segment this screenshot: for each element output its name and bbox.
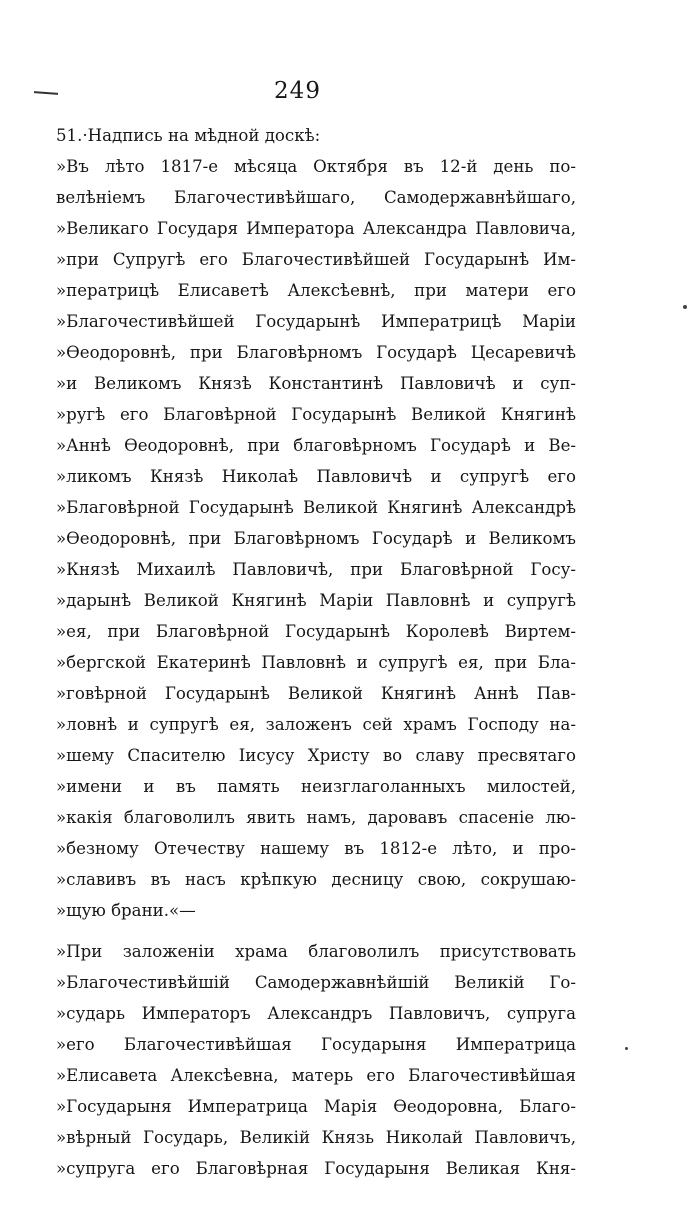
- text-line: »имени и въ память неизглаголанныхъ милостей,: [56, 777, 576, 796]
- text-line: »безному Отечеству нашему въ 1812-е лѣто, и про-: [56, 839, 576, 858]
- text-line: »ликомъ Князѣ Николаѣ Павловичѣ и супругѣ его: [56, 467, 576, 486]
- text-line: »при Супругѣ его Благочестивѣйшей Государынѣ Им-: [56, 250, 576, 269]
- text-line: »Благовѣрной Государынѣ Великой Княгинѣ Александрѣ: [56, 498, 576, 517]
- text-line: »ея, при Благовѣрной Государынѣ Королевѣ Виртем-: [56, 622, 576, 641]
- text-line: »бергской Екатеринѣ Павловнѣ и супругѣ ея, при Бла-: [56, 653, 576, 672]
- text-line: »Аннѣ Ѳеодоровнѣ, при благовѣрномъ Государѣ и Ве-: [56, 436, 576, 455]
- text-body: [56, 120, 576, 1184]
- text-line: »Великаго Государя Императора Александра Павловича,: [56, 219, 576, 238]
- text-line: »При заложеніи храма благоволилъ присутствовать: [56, 942, 576, 961]
- paper-speck: [625, 1047, 628, 1050]
- text-line: »ловнѣ и супругѣ ея, заложенъ сей храмъ Господу на-: [56, 715, 576, 734]
- text-line: »Князѣ Михаилѣ Павловичѣ, при Благовѣрной Госу-: [56, 560, 576, 579]
- text-line: »шему Спасителю Іисусу Христу во славу пресвятаго: [56, 746, 576, 765]
- text-line: »дарынѣ Великой Княгинѣ Маріи Павловнѣ и супругѣ: [56, 591, 576, 610]
- text-line: »супруга его Благовѣрная Государыня Великая Кня-: [56, 1159, 576, 1178]
- page-number: 249: [274, 78, 321, 104]
- text-line: »щую брани.«—: [56, 901, 196, 920]
- text-line: »сударь Императоръ Александръ Павловичъ, супруга: [56, 1004, 576, 1023]
- text-line: »ператрицѣ Елисаветѣ Алексѣевнѣ, при матери его: [56, 281, 576, 300]
- paragraph-inscription: [56, 120, 576, 926]
- text-line: »говѣрной Государынѣ Великой Княгинѣ Аннѣ Пав-: [56, 684, 576, 703]
- text-line: »Елисавета Алексѣевна, матерь его Благочестивѣйшая: [56, 1066, 576, 1085]
- text-line: »Благочестивѣйшій Самодержавнѣйшій Великій Го-: [56, 973, 576, 992]
- text-line: »Ѳеодоровнѣ, при Благовѣрномъ Государѣ и Великомъ: [56, 529, 576, 548]
- text-line: »Въ лѣто 1817-е мѣсяца Октября въ 12-й день по-: [56, 157, 576, 176]
- paragraph-ceremony: [56, 936, 576, 1184]
- text-line: »и Великомъ Князѣ Константинѣ Павловичѣ и суп-: [56, 374, 576, 393]
- text-line: велѣніемъ Благочестивѣйшаго, Самодержавнѣйшаго,: [56, 188, 576, 207]
- text-line: »Ѳеодоровнѣ, при Благовѣрномъ Государѣ Цесаревичѣ: [56, 343, 576, 362]
- text-line: »его Благочестивѣйшая Государыня Императрица: [56, 1035, 576, 1054]
- text-line: »славивъ въ насъ крѣпкую десницу свою, сокрушаю-: [56, 870, 576, 889]
- text-line: »какія благоволилъ явить намъ, даровавъ спасеніе лю-: [56, 808, 576, 827]
- text-line: »Благочестивѣйшей Государынѣ Императрицѣ Маріи: [56, 312, 576, 331]
- paragraph-gap: [56, 926, 576, 936]
- text-line: »Государыня Императрица Марія Ѳеодоровна, Благо-: [56, 1097, 576, 1116]
- text-line: »ругѣ его Благовѣрной Государынѣ Великой Княгинѣ: [56, 405, 576, 424]
- text-line: 51.·Надпись на мѣдной доскѣ:: [56, 126, 321, 145]
- paper-speck: [683, 305, 687, 309]
- text-line: »вѣрный Государь, Великій Князь Николай Павловичъ,: [56, 1128, 576, 1147]
